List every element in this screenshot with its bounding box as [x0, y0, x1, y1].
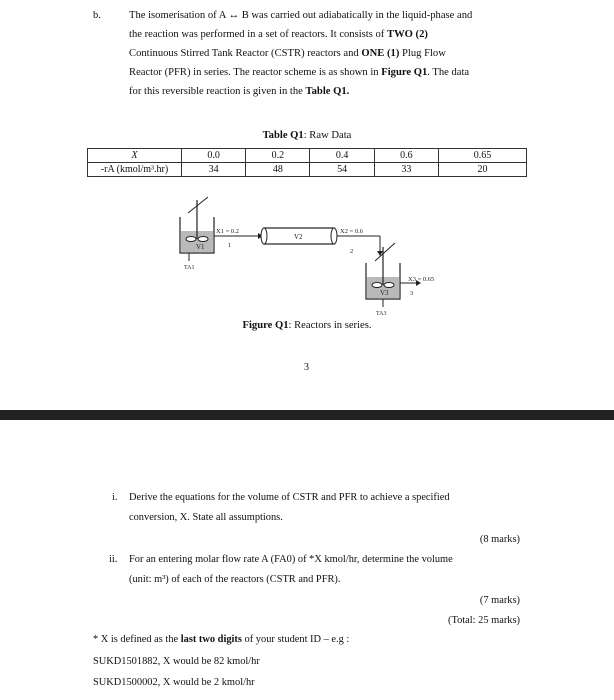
rate-cell: 33	[374, 163, 438, 177]
v2-label: V2	[294, 233, 303, 241]
stream-2-label: 2	[350, 248, 354, 255]
question-1-number: i.	[112, 492, 118, 503]
raw-data-table	[87, 148, 527, 177]
cstr-2	[366, 243, 400, 317]
table-caption: Table Q1: Raw Data	[262, 130, 352, 141]
question-2-marks: (7 marks)	[479, 595, 520, 606]
v1-label: V1	[196, 243, 205, 251]
row-header-rate: -rA (kmol/m³.hr)	[88, 163, 182, 177]
reactor-scheme-diagram	[170, 195, 470, 325]
footnote-line-2: SUKD1501882, X would be 82 kmol/hr	[93, 656, 260, 667]
question-1-line-2: conversion, X. State all assumptions.	[129, 512, 283, 523]
x1-label: X1 = 0.2	[216, 228, 239, 235]
x-cell: 0.0	[182, 149, 246, 163]
table-row-rate	[88, 163, 527, 177]
pfr	[261, 228, 337, 244]
table-row-x	[88, 149, 527, 163]
footnote-line-1: * X is defined as the last two digits of your student ID – e.g :	[93, 634, 350, 645]
intro-line-5: for this reversible reaction is given in the Table Q1.	[129, 86, 350, 97]
section-label: b.	[93, 10, 101, 21]
intro-line-1: The isomerisation of A ↔ B was carried out adiabatically in the liquid-phase and	[129, 10, 473, 21]
intro-line-3: Continuous Stirred Tank Reactor (CSTR) reactors and ONE (1) Plug Flow	[129, 48, 446, 59]
x-cell: 0.6	[374, 149, 438, 163]
footnote-line-3: SUKD1500002, X would be 2 kmol/hr	[93, 677, 255, 688]
x-cell: 0.2	[246, 149, 310, 163]
rate-cell: 34	[182, 163, 246, 177]
x3-label: X3 = 0.65	[408, 276, 435, 283]
x2-label: X2 = 0.6	[340, 228, 363, 235]
question-1-line-1: Derive the equations for the volume of CSTR and PFR to achieve a specified	[129, 492, 450, 503]
question-1-marks: (8 marks)	[479, 534, 520, 545]
x-cell: 0.4	[310, 149, 374, 163]
page-separator	[0, 410, 614, 420]
question-2-number: ii.	[109, 554, 118, 565]
question-2-line-2: (unit: m³) of each of the reactors (CSTR and PFR).	[129, 574, 341, 585]
v3-label: V3	[380, 289, 389, 297]
ta3-label: TA3	[376, 311, 387, 317]
cstr-1	[180, 197, 214, 271]
ta1-label: TA1	[184, 265, 195, 271]
stream-1-label: 1	[228, 242, 232, 249]
rate-cell: 54	[310, 163, 374, 177]
page-number: 3	[304, 362, 309, 373]
rate-cell: 48	[246, 163, 310, 177]
row-header-x: X	[88, 149, 182, 163]
question-2-line-1: For an entering molar flow rate A (FA0) of *X kmol/hr, determine the volume	[129, 554, 453, 565]
stream-3-label: 3	[410, 290, 414, 297]
total-marks: (Total: 25 marks)	[448, 615, 520, 626]
x-cell: 0.65	[438, 149, 526, 163]
intro-line-2: the reaction was performed in a set of reactors. It consists of TWO (2)	[129, 29, 428, 40]
rate-cell: 20	[438, 163, 526, 177]
page-lower	[0, 420, 614, 700]
figure-caption: Figure Q1: Reactors in series.	[242, 320, 372, 331]
intro-line-4: Reactor (PFR) in series. The reactor scheme is as shown in Figure Q1. The data	[129, 67, 470, 78]
